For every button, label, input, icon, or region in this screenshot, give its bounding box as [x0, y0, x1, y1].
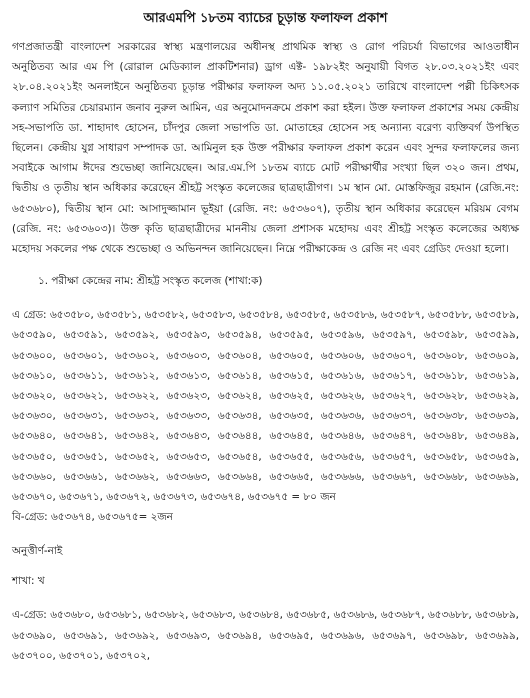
center-1-b-grade-list: বি-গ্রেড: ৬৫৩৬৭৪, ৬৫৩৬৭৫= ২জন [12, 511, 173, 524]
document-title: আরএমপি ১৮তম ব্যাচের চূড়ান্ত ফলাফল প্রকাশ [143, 11, 388, 26]
branch-label: শাখা: খ [12, 575, 45, 588]
branch-b-a-grade-list: এ-গ্রেড: ৬৫৩৬৮০, ৬৫৩৬৮১, ৬৫৩৬৮২, ৬৫৩৬৮৩, ৬৫৩৬৮৪, ৬৫৩৬৮৫, ৬৫৩৬৮৬, ৬৫৩৬৮৭, ৬৫৩৬৮৮, ৬৫৩৬৮৯, ৬৫৩৬৯০, ৬৫৩৬৯১, ৬৫৩৬৯২, ৬৫৩৬৯৩, ৬৫৩৬৯৪, ৬৫৩৬৯৫, ৬৫৩৬৯৬, ৬৫৩৬৯৭, ৬৫৩৬৯৮, ৬৫৩৬৯৯, ৬৫৩৭০০, ৬৫৩৭০১, ৬৫৩৭০২, [12, 609, 519, 662]
failed-note: অনুত্তীর্ণ-নাই [12, 545, 63, 558]
center-1-a-grade-list: এ গ্রেড: ৬৫৩৫৮০, ৬৫৩৫৮১, ৬৫৩৫৮২, ৬৫৩৫৮৩, ৬৫৩৫৮৪, ৬৫৩৫৮৫, ৬৫৩৫৮৬, ৬৫৩৫৮৭, ৬৫৩৫৮৮, ৬৫৩৫৮৯, ৬৫৩৫৯০, ৬৫৩৫৯১, ৬৫৩৫৯২, ৬৫৩৫৯৩, ৬৫৩৫৯৪, ৬৫৩৫৯৫, ৬৫৩৫৯৬, ৬৫৩৫৯৭, ৬৫৩৫৯৮, ৬৫৩৫৯৯, ৬৫৩৬০০, ৬৫৩৬০১, ৬৫৩৬০২, ৬৫৩৬০৩, ৬৫৩৬০৪, ৬৫৩৬০৫, ৬৫৩৬০৬, ৬৫৩৬০৭, ৬৫৩৬০৮, ৬৫৩৬০৯, ৬৫৩৬১০, ৬৫৩৬১১, ৬৫৩৬১২, ৬৫৩৬১৩, ৬৫৩৬১৪, ৬৫৩৬১৫, ৬৫৩৬১৬, ৬৫৩৬১৭, ৬৫৩৬১৮, ৬৫৩৬১৯, ৬৫৩৬২০, ৬৫৩৬২১, ৬৫৩৬২২, ৬৫৩৬২৩, ৬৫৩৬২৪, ৬৫৩৬২৫, ৬৫৩৬২৬, ৬৫৩৬২৭, ৬৫৩৬২৮, ৬৫৩৬২৯, ৬৫৩৬৩০, ৬৫৩৬৩১, ৬৫৩৬৩২, ৬৫৩৬৩৩, ৬৫৩৬৩৪, ৬৫৩৬৩৫, ৬৫৩৬৩৬, ৬৫৩৬৩৭, ৬৫৩৬৩৮, ৬৫৩৬৩৯, ৬৫৩৬৪০, ৬৫৩৬৪১, ৬৫৩৬৪২, ৬৫৩৬৪৩, ৬৫৩৬৪৪, ৬৫৩৬৪৫, ৬৫৩৬৪৬, ৬৫৩৬৪৭, ৬৫৩৬৪৮, ৬৫৩৬৪৯, ৬৫৩৬৫০, ৬৫৩৬৫১, ৬৫৩৬৫২, ৬৫৩৬৫৩, ৬৫৩৬৫৪, ৬৫৩৬৫৫, ৬৫৩৬৫৬, ৬৫৩৬৫৭, ৬৫৩৬৫৮, ৬৫৩৬৫৯, ৬৫৩৬৬০, ৬৫৩৬৬১, ৬৫৩৬৬২, ৬৫৩৬৬৩, ৬৫৩৬৬৪, ৬৫৩৬৬৫, ৬৫৩৬৬৬, ৬৫৩৬৬৭, ৬৫৩৬৬৮, ৬৫৩৬৬৯, ৬৫৩৬৭০, ৬৫৩৬৭১, ৬৫৩৬৭২, ৬৫৩৬৭৩, ৬৫৩৬৭৪, ৬৫৩৬৭৫ = ৮০ জন [12, 309, 519, 504]
center-1-heading: ১. পরীক্ষা কেন্দ্রের নাম: শ্রীহট্ট সংস্কৃত কলেজ (শাখা:ক) [38, 275, 263, 288]
intro-paragraph: গণপ্রজাতন্ত্রী বাংলাদেশ সরকারের স্বাস্থ্য মন্ত্রণালয়ের অধীনস্থ প্রাথমিক স্বাস্থ্য ও রোগ পরিচর্যা বিভাগের আওতাধীন অনুষ্ঠিতব্য আর এম পি (রোরাল মেডিক্যাল প্রাকটিশনার) ড্রাগ এক্ট- ১৯৮২ইং অনুযায়ী বিগত ২৮.০৩.২০২১ইং এবং ২৮.০৪.২০২১ইং অনলাইনে অনুষ্ঠিতব্য চূড়ান্ত পরীক্ষার ফলাফল অদ্য ১১.০৫.২০২১ তারিখে বাংলাদেশ পল্লী চিকিৎসক কল্যাণ সমিতির চেয়ারম্যান জনাব নুরুল আমিন, এর অনুমোদনক্রমে প্রকাশ করা হইল। উক্ত ফলাফল প্রকাশের সময় কেন্দ্রীয় সহ-সভাপতি ডা. শাহাদাৎ হোসেন, চাঁদপুর জেলা সভাপতি ডা. মোতাহের হোসেন সহ অন্যান্য বরেণ্য ব্যক্তিবর্গ উপস্থিত ছিলেন। কেন্দ্রীয় যুগ্ন সাধারণ সম্পাদক ডা. আমিনুল হক উক্ত পরীক্ষার ফলাফল প্রকাশ করেন এবং সুন্দর ফলাফলের জন্য সবাইকে আগাম ঈদের শুভেচ্ছা জানিয়েছেন। আর.এম.পি ১৮তম ব্যাচে মোট পরীক্ষার্থীর সংখ্যা ছিল ৩২০ জন। প্রথম, দ্বিতীয় ও তৃতীয় স্থান অধিকার করেছেন শ্রীহট্ট সংস্কৃত কলেজের ছাত্রছাত্রীগণ। ১ম স্থান মো. মোস্তফিজুর রহমান (রেজি.নং: ৬৫৩৬৮০), দ্বিতীয় স্থান মো: আসাদুজ্জামান ভূইয়া (রেজি. নং: ৬৫৩৬০৭), তৃতীয় স্থান অধিকার করেছেন মরিয়ম বেগম (রেজি. নং: ৬৫৩৬০৩)। উক্ত কৃতি ছাত্রছাত্রীদের মাননীয় জেলা প্রশাসক মহোদয় এবং শ্রীহট্ট সংস্কৃত কলেজের অধ্যক্ষ মহোদয় সকলের পক্ষ থেকে শুভেচ্ছা ও অভিনন্দন জানিয়েছেন। নিম্নে পরীক্ষাকেন্দ্র ও রেজি নং এবং গ্রেডিং দেওয়া হলো। [12, 41, 519, 256]
